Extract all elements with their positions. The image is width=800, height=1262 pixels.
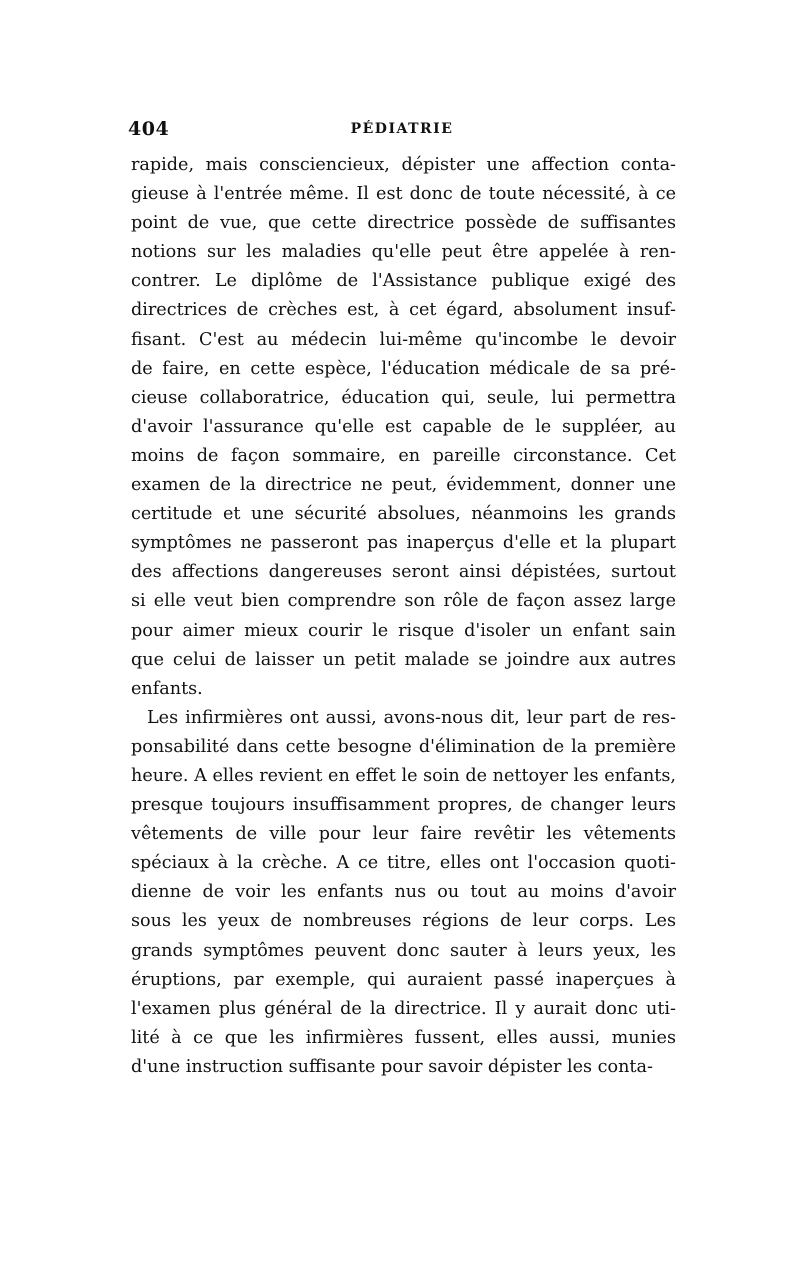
text-line: l'examen plus général de la directrice. Il y aurait donc uti- bbox=[131, 998, 676, 1019]
text-line: éruptions, par exemple, qui auraient passé inaperçues à bbox=[131, 969, 676, 990]
text-line: dienne de voir les enfants nus ou tout au moins d'avoir bbox=[131, 882, 676, 903]
text-line: ponsabilité dans cette besogne d'élimination de la première bbox=[131, 736, 676, 757]
page-number: 404 bbox=[128, 118, 170, 140]
text-line: heure. A elles revient en effet le soin de nettoyer les enfants, bbox=[131, 765, 676, 786]
text-line: si elle veut bien comprendre son rôle de façon assez large bbox=[131, 591, 676, 612]
text-line: presque toujours insuffisamment propres, de changer leurs bbox=[131, 795, 676, 816]
paragraph bbox=[131, 704, 676, 1082]
body-text bbox=[131, 151, 676, 1082]
text-line: enfants. bbox=[131, 678, 203, 699]
text-line: cieuse collaboratrice, éducation qui, seule, lui permettra bbox=[131, 387, 676, 408]
text-line: grands symptômes peuvent donc sauter à leurs yeux, les bbox=[131, 940, 676, 961]
text-line: moins de façon sommaire, en pareille circonstance. Cet bbox=[131, 445, 676, 466]
text-line: rapide, mais consciencieux, dépister une affection conta- bbox=[131, 155, 676, 175]
running-title: PÉDIATRIE bbox=[350, 121, 454, 137]
text-line: de faire, en cette espèce, l'éducation médicale de sa pré- bbox=[131, 358, 676, 379]
text-line: certitude et une sécurité absolues, néanmoins les grands bbox=[131, 504, 676, 525]
text-line: directrices de crèches est, à cet égard, absolument insuf- bbox=[131, 300, 676, 321]
text-line: examen de la directrice ne peut, évidemment, donner une bbox=[131, 475, 676, 496]
paragraph bbox=[131, 151, 676, 704]
text-line: spéciaux à la crèche. A ce titre, elles ont l'occasion quoti- bbox=[131, 853, 676, 874]
text-line: notions sur les maladies qu'elle peut être appelée à ren- bbox=[131, 242, 676, 263]
text-line: pour aimer mieux courir le risque d'isoler un enfant sain bbox=[131, 620, 676, 641]
text-line: vêtements de ville pour leur faire revêtir les vêtements bbox=[131, 824, 676, 845]
text-line: point de vue, que cette directrice possède de suffisantes bbox=[131, 213, 676, 234]
text-line: sous les yeux de nombreuses régions de leur corps. Les bbox=[131, 911, 676, 932]
text-line: Les infirmières ont aussi, avons-nous dit, leur part de res- bbox=[147, 707, 676, 728]
text-line: des affections dangereuses seront ainsi dépistées, surtout bbox=[131, 562, 676, 583]
page-header bbox=[128, 118, 676, 144]
text-line: lité à ce que les infirmières fussent, elles aussi, munies bbox=[131, 1027, 676, 1048]
text-line: symptômes ne passeront pas inaperçus d'elle et la plupart bbox=[131, 533, 676, 554]
text-line: contrer. Le diplôme de l'Assistance publique exigé des bbox=[131, 271, 676, 292]
text-line: gieuse à l'entrée même. Il est donc de toute nécessité, à ce bbox=[131, 184, 676, 205]
text-line: d'avoir l'assurance qu'elle est capable de le suppléer, au bbox=[131, 416, 676, 437]
text-line: d'une instruction suffisante pour savoir dépister les conta- bbox=[131, 1056, 653, 1077]
text-line: que celui de laisser un petit malade se joindre aux autres bbox=[131, 649, 676, 670]
text-line: fisant. C'est au médecin lui-même qu'incombe le devoir bbox=[131, 329, 676, 350]
